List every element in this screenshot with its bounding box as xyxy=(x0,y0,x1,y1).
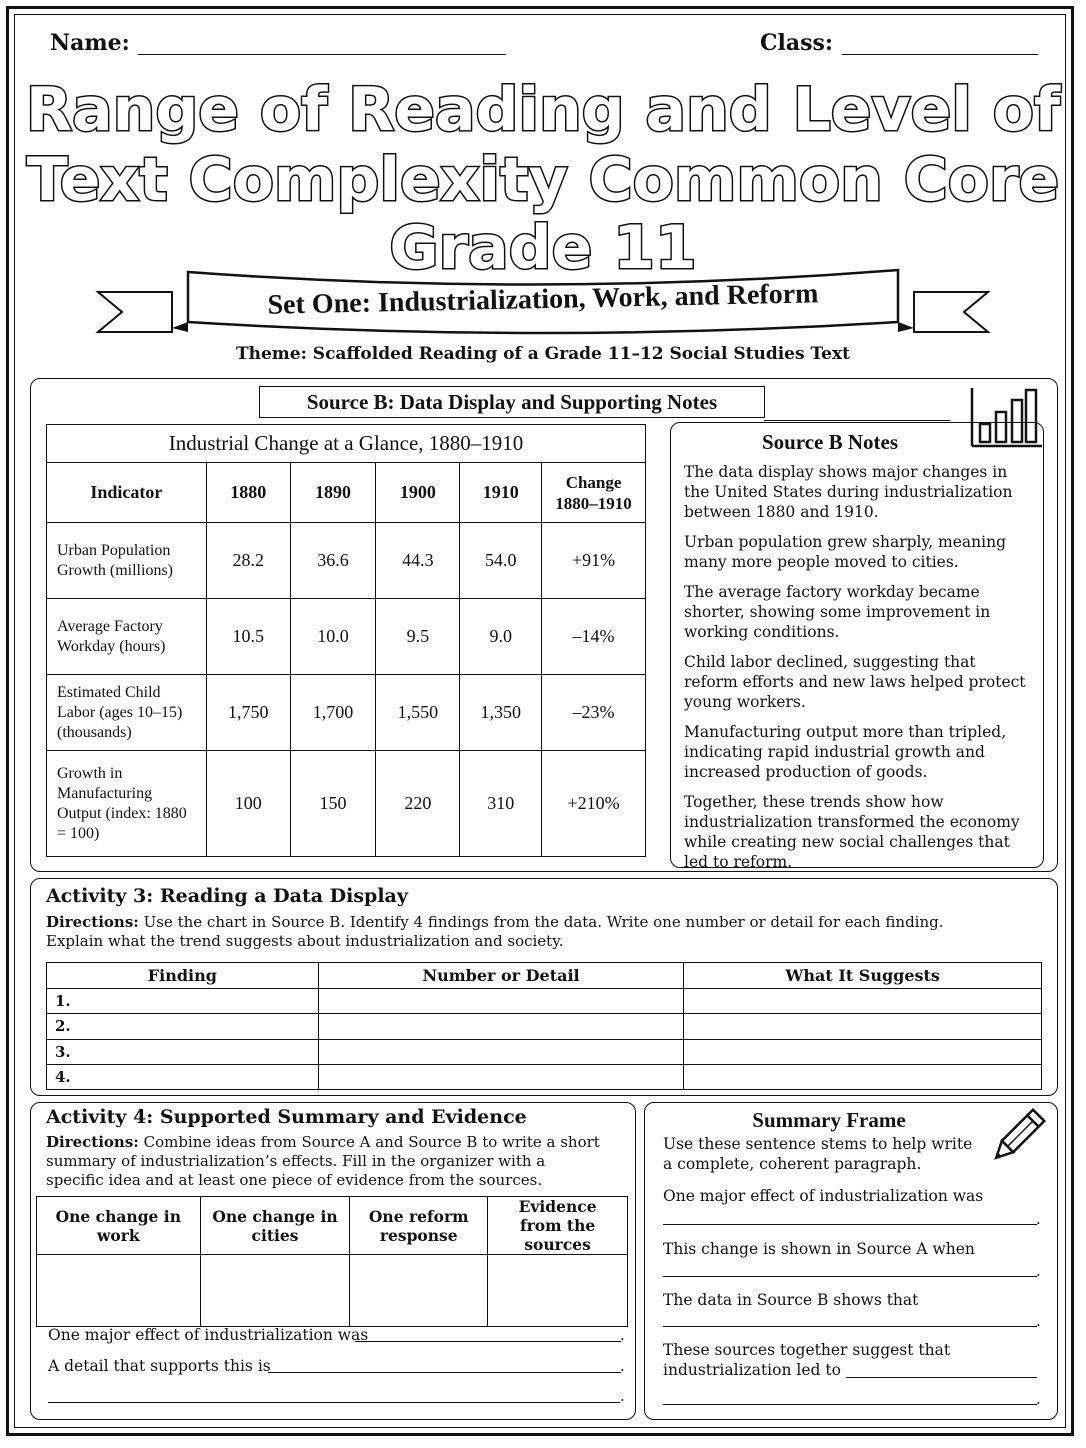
table-cell: 1,550 xyxy=(376,675,460,751)
summary-stem: The data in Source B shows that xyxy=(663,1291,919,1309)
summary-frame-title: Summary Frame xyxy=(752,1108,906,1132)
summary-stem: One major effect of industrialization was xyxy=(663,1187,984,1205)
summary-stem: These sources together suggest that industrialization led to xyxy=(663,1341,951,1379)
table-row xyxy=(47,1039,1042,1064)
organizer-cell[interactable] xyxy=(37,1255,201,1327)
notes-title: Source B Notes xyxy=(761,430,899,454)
source-b-tag: Source B: Data Display and Supporting Notes xyxy=(259,386,765,418)
answer-line[interactable] xyxy=(663,1404,1037,1405)
activity-4-directions xyxy=(46,1133,606,1190)
activity-3-title: Activity 3: Reading a Data Display xyxy=(46,885,408,907)
table-cell: +210% xyxy=(542,751,646,857)
column-header: What It Suggests xyxy=(684,963,1042,989)
row-indicator: Estimated Child Labor (ages 10–15) (thousands) xyxy=(47,675,207,751)
table-row xyxy=(47,751,646,857)
table-row xyxy=(47,675,646,751)
finding-number: 1. xyxy=(47,989,319,1014)
finding-number: 2. xyxy=(47,1014,319,1039)
answer-cell[interactable] xyxy=(684,989,1042,1014)
answer-cell[interactable] xyxy=(684,1014,1042,1039)
table-row xyxy=(47,989,1042,1014)
answer-cell[interactable] xyxy=(318,1064,684,1089)
table-caption: Industrial Change at a Glance, 1880–1910 xyxy=(47,425,646,463)
table-row xyxy=(47,1014,1042,1039)
answer-cell[interactable] xyxy=(318,989,684,1014)
period-mark: . xyxy=(1036,1312,1041,1330)
table-cell: 1,750 xyxy=(206,675,290,751)
theme-line: Theme: Scaffolded Reading of a Grade 11–12 Social Studies Text xyxy=(235,344,850,364)
activity-4-stem-1: One major effect of industrialization was xyxy=(48,1326,369,1344)
column-header: Change 1880–1910 xyxy=(542,463,646,523)
organizer-cell[interactable] xyxy=(350,1255,488,1327)
summary-stem: This change is shown in Source A when xyxy=(663,1240,975,1258)
notes-paragraph: Manufacturing output more than tripled, indicating rapid industrial growth and increased production of goods. xyxy=(684,723,1007,781)
column-header: One change in cities xyxy=(200,1197,350,1255)
column-header: 1910 xyxy=(460,463,542,523)
period-mark: . xyxy=(1036,1390,1041,1408)
table-header-row xyxy=(47,463,646,523)
table-row xyxy=(47,1064,1042,1089)
directions-label: Directions: xyxy=(46,1133,139,1151)
notes-body xyxy=(684,462,1034,882)
directions-text: Combine ideas from Source A and Source B to write a short summary of industrialization’s effects. Fill in the organizer with a specific idea and at least one piece of evidence from the sources. xyxy=(46,1133,600,1189)
findings-table xyxy=(46,962,1042,1090)
period-mark: . xyxy=(620,1326,625,1344)
banner-text: Set One: Industrialization, Work, and Reform xyxy=(267,278,819,321)
table-cell: 220 xyxy=(376,751,460,857)
organizer-cell[interactable] xyxy=(200,1255,350,1327)
table-cell: 9.0 xyxy=(460,599,542,675)
column-header: Number or Detail xyxy=(318,963,684,989)
period-mark: . xyxy=(620,1357,625,1375)
table-cell: 28.2 xyxy=(206,523,290,599)
answer-line[interactable] xyxy=(268,1372,621,1373)
table-cell: 44.3 xyxy=(376,523,460,599)
notes-paragraph: The average factory workday became shorter, showing some improvement in working conditions. xyxy=(684,583,991,641)
answer-line[interactable] xyxy=(663,1276,1037,1277)
table-cell: 310 xyxy=(460,751,542,857)
organizer-table xyxy=(36,1196,628,1327)
table-row xyxy=(47,523,646,599)
table-cell: 54.0 xyxy=(460,523,542,599)
table-cell: +91% xyxy=(542,523,646,599)
title-line-2: Text Complexity Common Core xyxy=(26,145,1060,215)
column-header: 1880 xyxy=(206,463,290,523)
answer-line[interactable] xyxy=(663,1326,1037,1327)
row-indicator: Average Factory Workday (hours) xyxy=(47,599,207,675)
answer-line[interactable] xyxy=(48,1402,620,1403)
directions-text: Use the chart in Source B. Identify 4 findings from the data. Write one number or detail for each finding. Explain what the trend suggests about industrialization and society. xyxy=(46,913,944,950)
pencil-icon xyxy=(984,1106,1048,1170)
notes-paragraph: Child labor declined, suggesting that reform efforts and new laws helped protect young workers. xyxy=(684,653,1026,711)
answer-cell[interactable] xyxy=(318,1014,684,1039)
row-indicator: Urban Population Growth (millions) xyxy=(47,523,207,599)
answer-cell[interactable] xyxy=(684,1064,1042,1089)
column-header: Evidence from the sources xyxy=(488,1197,628,1255)
table-cell: 150 xyxy=(290,751,376,857)
period-mark: . xyxy=(620,1387,625,1405)
title-line-3: Grade 11 xyxy=(389,213,697,283)
column-header: Indicator xyxy=(47,463,207,523)
column-header: One reform response xyxy=(350,1197,488,1255)
table-cell: 10.0 xyxy=(290,599,376,675)
finding-number: 3. xyxy=(47,1039,319,1064)
table-cell: 100 xyxy=(206,751,290,857)
table-cell: 1,700 xyxy=(290,675,376,751)
table-cell: –23% xyxy=(542,675,646,751)
column-header: 1890 xyxy=(290,463,376,523)
activity-3-directions xyxy=(46,913,946,951)
column-header: 1900 xyxy=(376,463,460,523)
summary-frame-intro: Use these sentence stems to help write a complete, coherent paragraph. xyxy=(663,1135,973,1173)
finding-number: 4. xyxy=(47,1064,319,1089)
column-header: Finding xyxy=(47,963,319,989)
period-mark: . xyxy=(1036,1262,1041,1280)
period-mark: . xyxy=(1036,1210,1041,1228)
table-row xyxy=(47,599,646,675)
industrial-change-table xyxy=(46,424,646,857)
table-cell: 10.5 xyxy=(206,599,290,675)
table-cell: –14% xyxy=(542,599,646,675)
notes-paragraph: Together, these trends show how industrialization transformed the economy while creating new social challenges that led to reform. xyxy=(684,793,1020,871)
notes-paragraph: Urban population grew sharply, meaning many more people moved to cities. xyxy=(684,533,1007,571)
row-indicator: Growth in Manufacturing Output (index: 1880 = 100) xyxy=(47,751,207,857)
table-cell: 1,350 xyxy=(460,675,542,751)
answer-line[interactable] xyxy=(663,1224,1037,1225)
answer-cell[interactable] xyxy=(318,1039,684,1064)
table-cell: 36.6 xyxy=(290,523,376,599)
organizer-row xyxy=(37,1255,628,1327)
name-field[interactable] xyxy=(138,54,506,55)
source-tag-rule xyxy=(764,420,950,421)
activity-4-title: Activity 4: Supported Summary and Evidence xyxy=(46,1106,527,1128)
class-field[interactable] xyxy=(842,54,1038,55)
name-label: Name: xyxy=(50,30,130,56)
activity-4-stem-2: A detail that supports this is xyxy=(48,1357,271,1375)
notes-paragraph: The data display shows major changes in the United States during industrialization between 1880 and 1910. xyxy=(684,463,1013,521)
answer-line[interactable] xyxy=(846,1377,1037,1378)
column-header: One change in work xyxy=(37,1197,201,1255)
class-label: Class: xyxy=(760,30,834,56)
answer-cell[interactable] xyxy=(684,1039,1042,1064)
table-cell: 9.5 xyxy=(376,599,460,675)
directions-label: Directions: xyxy=(46,913,139,931)
answer-line[interactable] xyxy=(355,1341,621,1342)
organizer-cell[interactable] xyxy=(488,1255,628,1327)
title-line-1: Range of Reading and Level of xyxy=(25,75,1061,145)
